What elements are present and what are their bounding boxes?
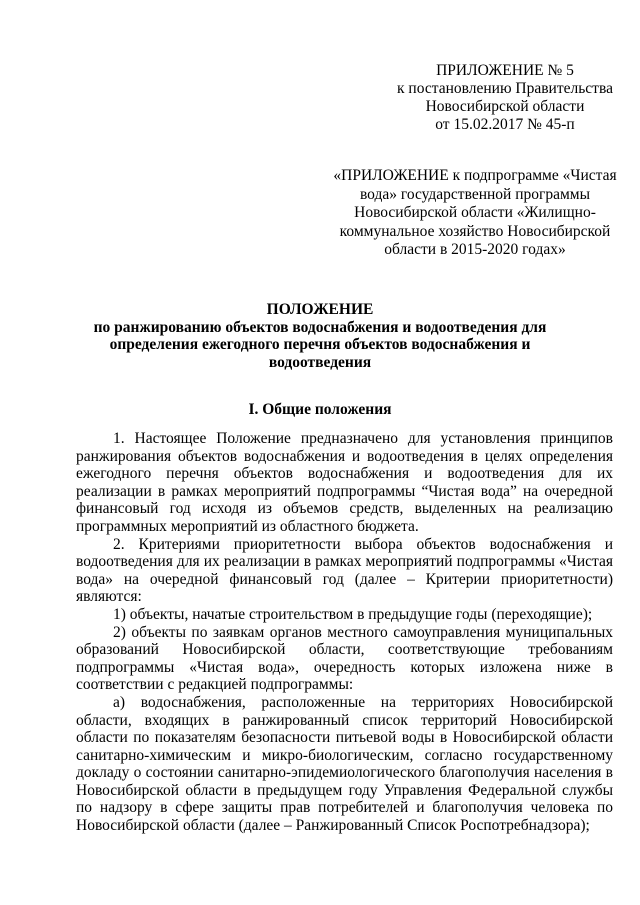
document-title: ПОЛОЖЕНИЕ [266,301,374,318]
paragraph: 2. Критериями приоритетности выбора объектов водоснабжения и водоотведения для их реализации в рамках мероприятий подпрограммы «Чистая вода» на очередной финансовый год (далее – Критерии приоритетности) являются: [76,535,613,606]
section-heading: I. Общие положения [248,401,392,418]
appendix-subprogram-header: «ПРИЛОЖЕНИЕ к подпрограмме «Чистая вода» государственной программы Новосибирской области «Жилищно-коммунальное хозяйство Новосибирской области в 2015-2020 годах» [333,167,617,258]
paragraph: 1) объекты, начатые строительством в предыдущие годы (переходящие); [113,605,593,623]
document-subtitle: по ранжированию объектов водоснабжения и водоотведения для определения ежегодного перечня объектов водоснабжения и водоотведения [93,318,547,371]
appendix-5-title: ПРИЛОЖЕНИЕ № 5 [436,62,574,79]
document-body [76,430,613,835]
appendix-5-region: Новосибирской области [425,98,585,115]
paragraph: а) водоснабжения, расположенные на территориях Новосибирской области, входящих в ранжированный список территорий Новосибирской области по показателям безопасности питьевой воды в Новосибирской области санитарно-химическим и микро-биологическим, согласно государственному докладу о состоянии санитарно-эпидемиологического благополучия населения в Новосибирской области в предыдущем году Управления Федеральной службы по надзору в сфере защиты прав потребителей и благополучия человека по Новосибирской области (далее – Ранжированный Список Роспотребнадзора); [76,693,613,835]
appendix-5-header [395,62,615,134]
appendix-5-date-number: от 15.02.2017 № 45-п [435,116,575,133]
paragraph: 2) объекты по заявкам органов местного самоуправления муниципальных образований Новосибирской области, соответствующие требованиям подпрограммы «Чистая вода», очередность которых изложена ниже в соответствии с редакцией подпрограммы: [76,623,613,694]
paragraph: 1. Настоящее Положение предназначено для установления принципов ранжирования объектов водоснабжения и водоотведения в целях определения ежегодного перечня объектов водоснабжения и водоотведения для их реализации в рамках мероприятий подпрограммы “Чистая вода” на очередной финансовый год исходя из объемов средств, выделенных на реализацию программных мероприятий из областного бюджета. [76,430,613,535]
appendix-5-reference: к постановлению Правительства [397,80,613,97]
document-title-block [60,301,580,371]
